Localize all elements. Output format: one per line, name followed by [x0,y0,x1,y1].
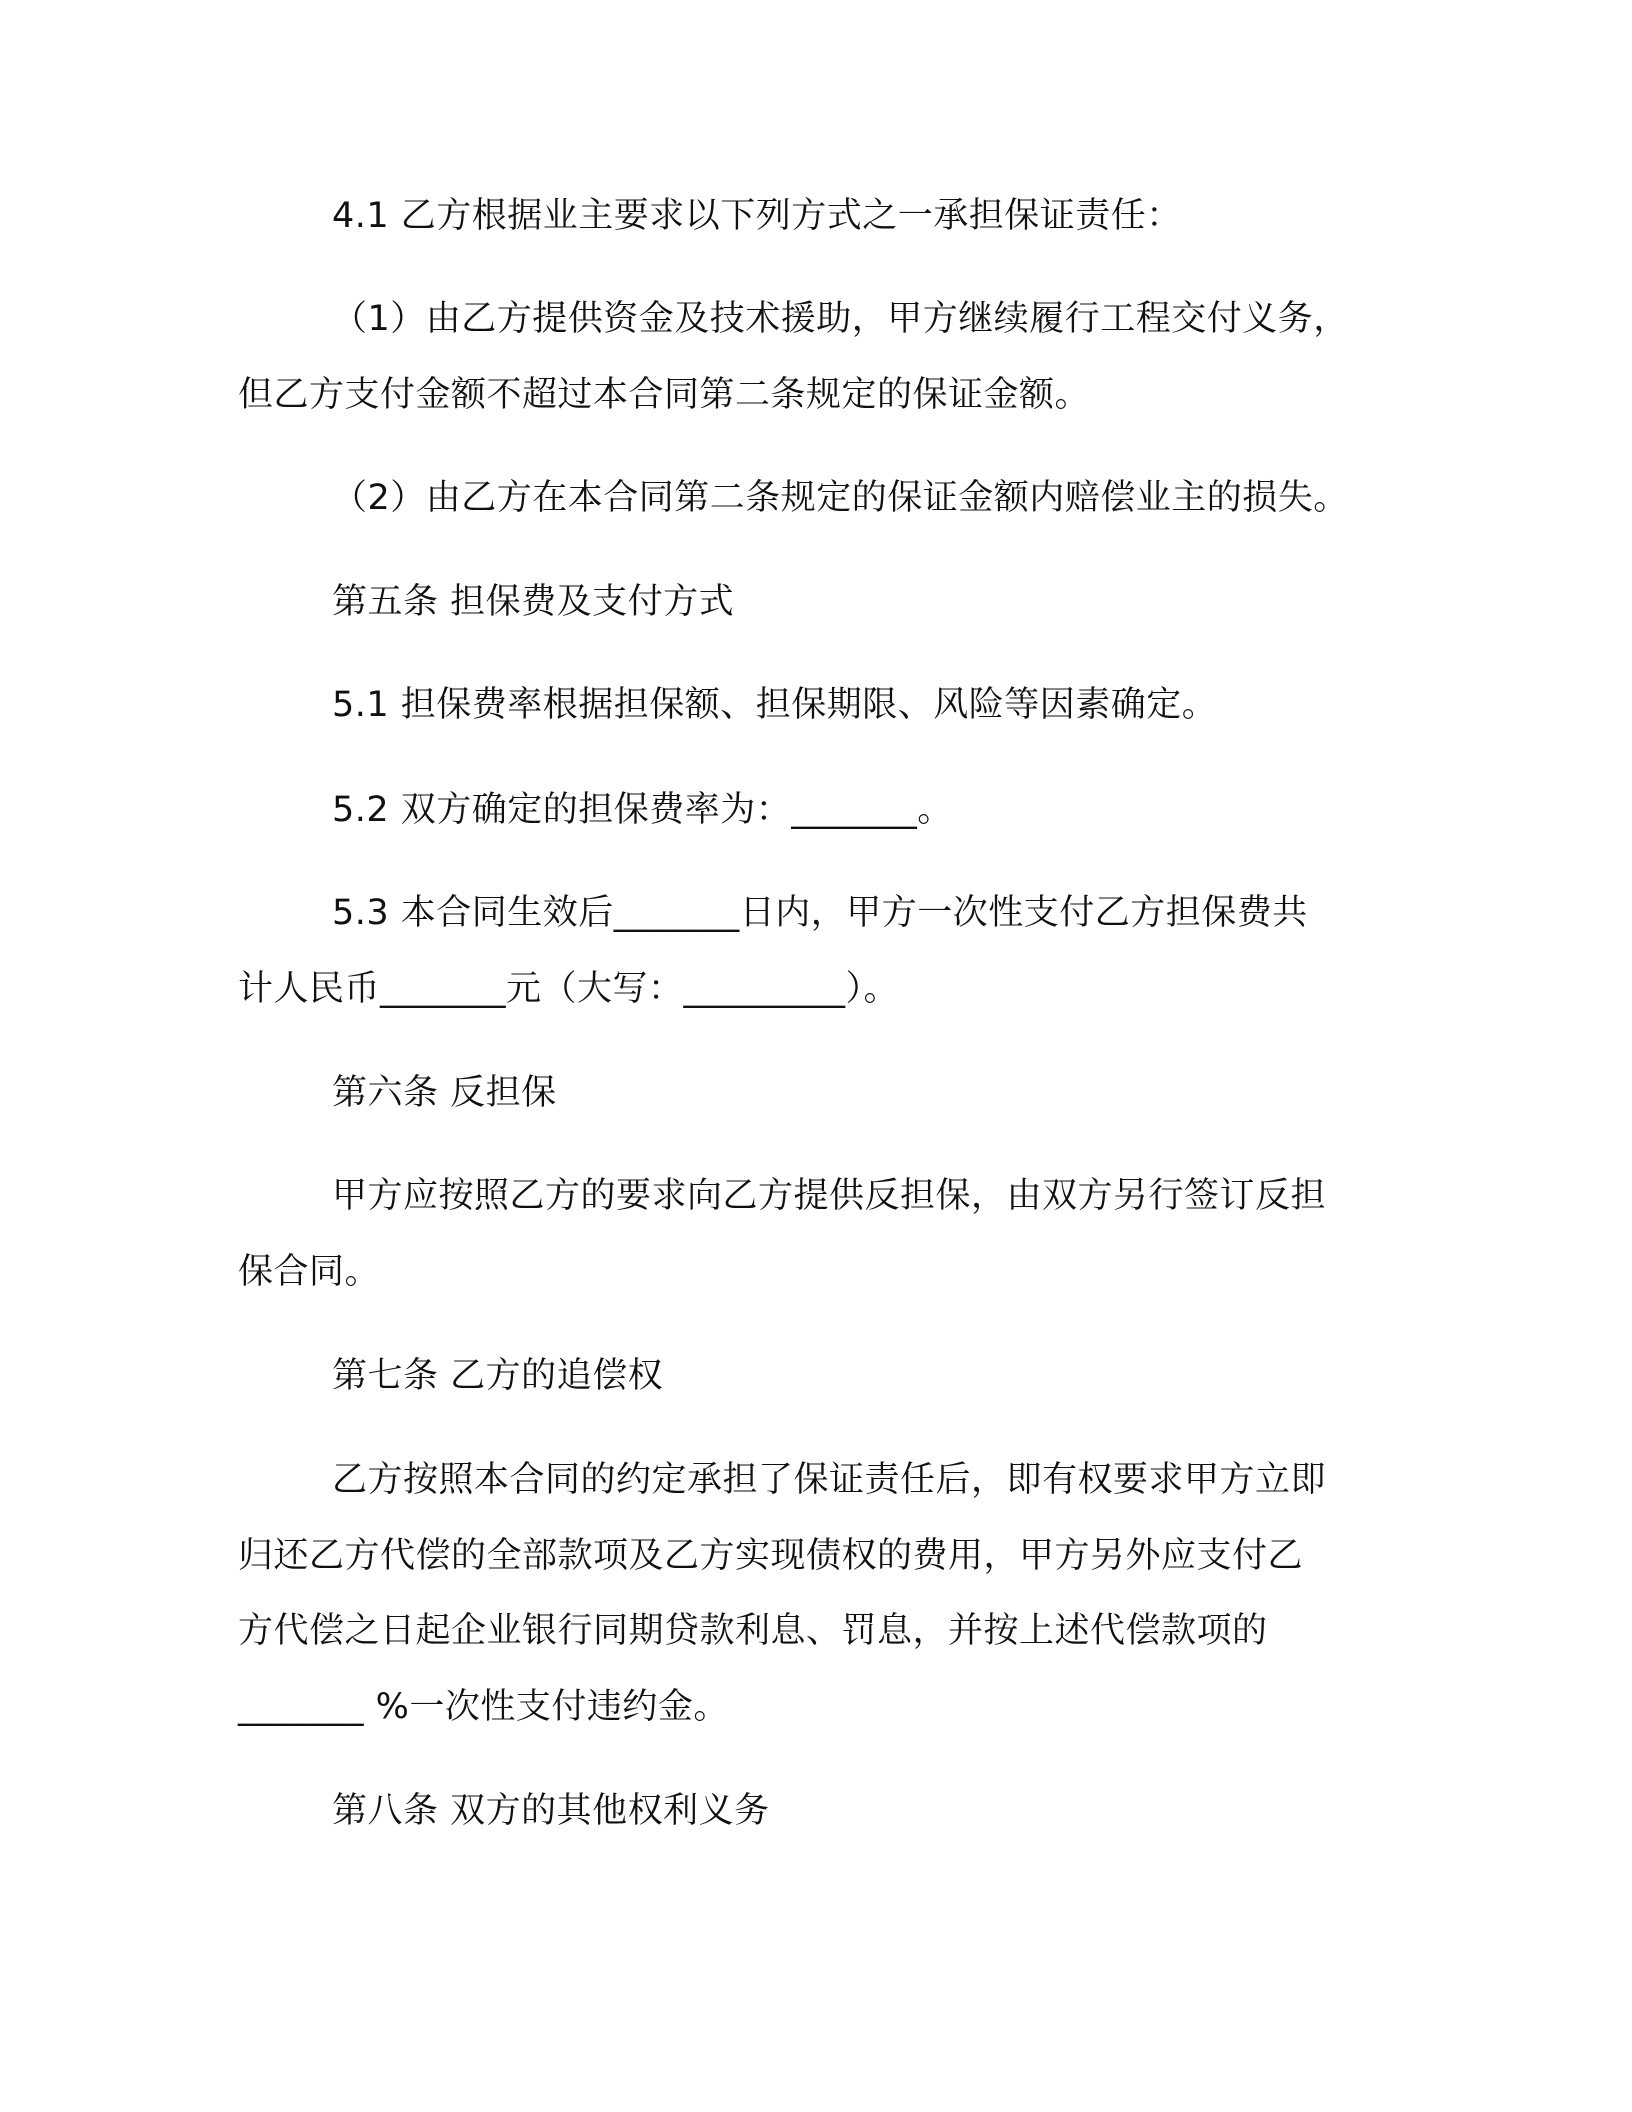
clause-5-3-cont: 计人民币_______元（大写：_________）。 [238,969,900,1009]
clause-4-1: 4.1 乙方根据业主要求以下列方式之一承担保证责任： [332,196,1182,236]
article-6-body-cont: 保合同。 [238,1252,381,1292]
article-8-heading: 第八条 双方的其他权利义务 [332,1791,770,1831]
article-6-heading: 第六条 反担保 [332,1073,557,1113]
article-7-body-cont-2: 方代偿之日起企业银行同期贷款利息、罚息，并按上述代偿款项的 [238,1611,1268,1651]
article-5-heading: 第五条 担保费及支付方式 [332,582,735,622]
clause-5-1: 5.1 担保费率根据担保额、担保期限、风险等因素确定。 [332,685,1218,725]
article-6-body: 甲方应按照乙方的要求向乙方提供反担保，由双方另行签订反担 [332,1176,1327,1216]
clause-4-1-item-1-cont: 但乙方支付金额不超过本合同第二条规定的保证金额。 [238,375,1091,415]
clause-4-1-item-2: （2）由乙方在本合同第二条规定的保证金额内赔偿业主的损失。 [332,478,1349,518]
article-7-body-cont-1: 归还乙方代偿的全部款项及乙方实现债权的费用，甲方另外应支付乙 [238,1536,1304,1576]
article-7-heading: 第七条 乙方的追偿权 [332,1356,664,1396]
clause-5-3: 5.3 本合同生效后_______日内，甲方一次性支付乙方担保费共 [332,893,1308,933]
article-7-body-cont-3: _______ %一次性支付违约金。 [238,1687,729,1727]
clause-4-1-item-1: （1）由乙方提供资金及技术援助，甲方继续履行工程交付义务， [332,299,1349,339]
clause-5-2: 5.2 双方确定的担保费率为：_______。 [332,790,953,830]
article-7-body: 乙方按照本合同的约定承担了保证责任后，即有权要求甲方立即 [332,1460,1327,1500]
